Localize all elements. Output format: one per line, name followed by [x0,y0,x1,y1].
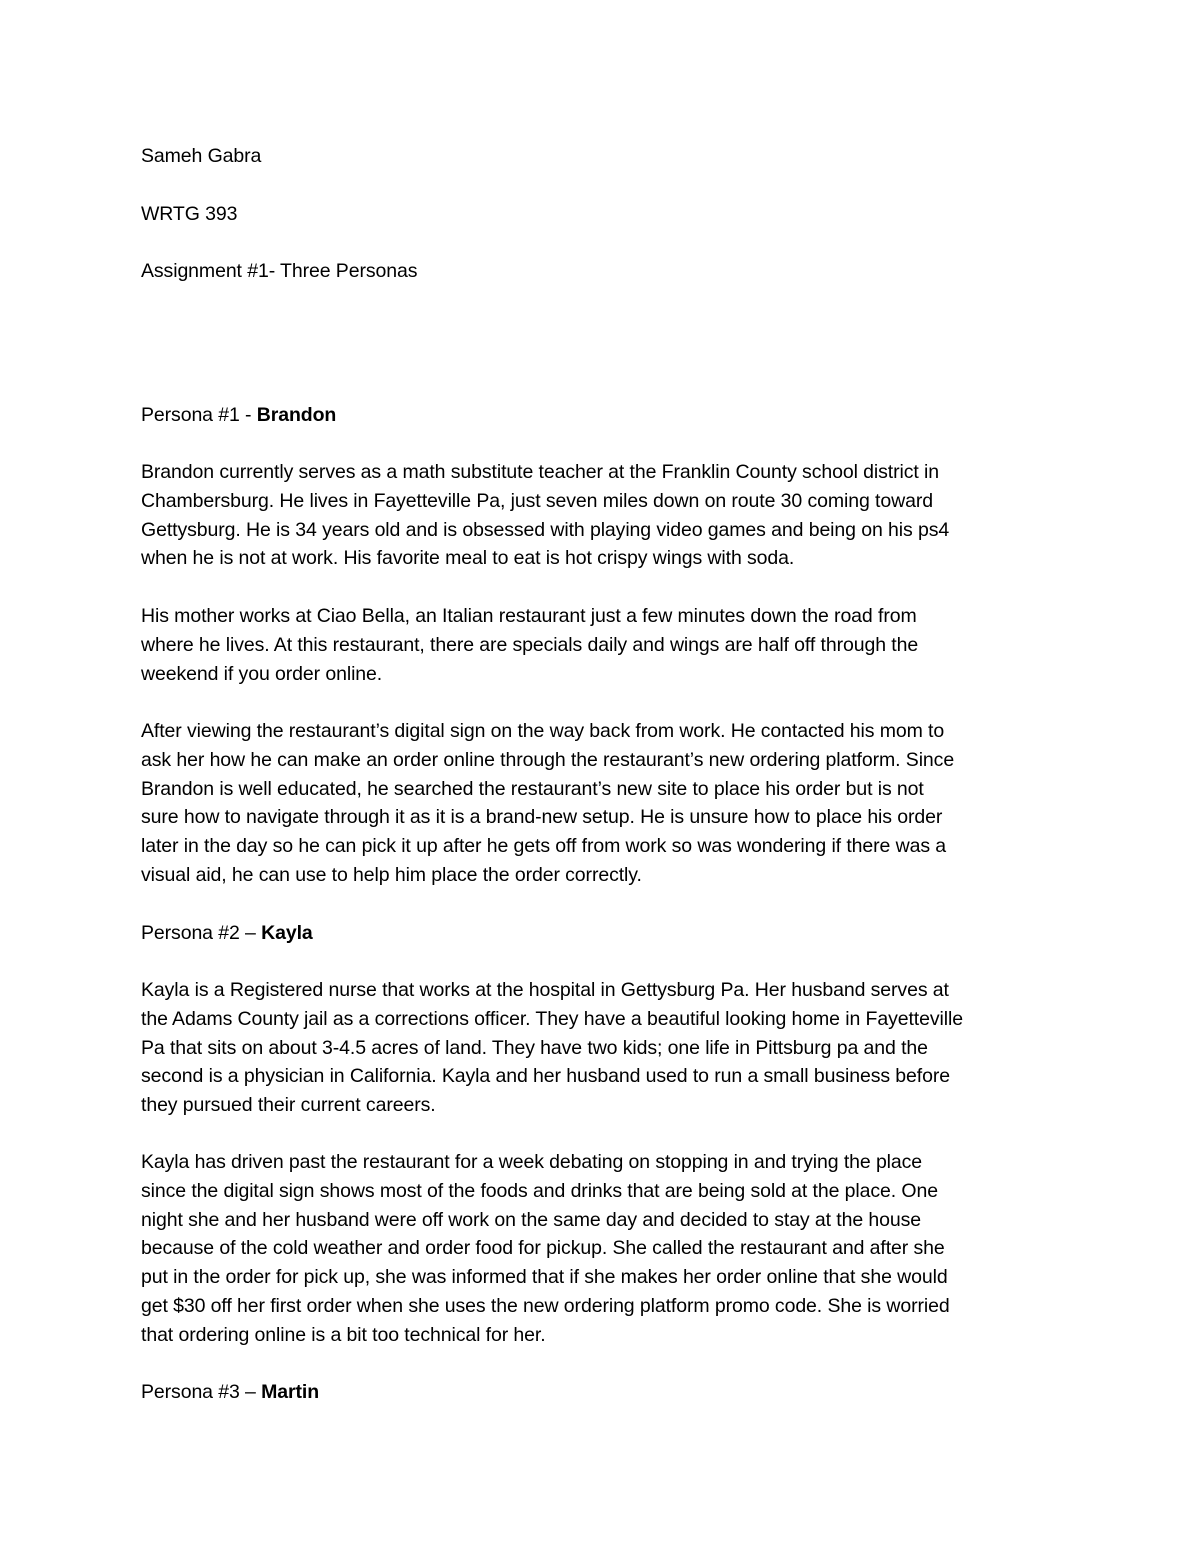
persona-1-paragraph-2 [141,602,1071,688]
persona-3-heading-prefix: Persona #3 – [141,1381,262,1403]
paragraph-line: sure how to navigate through it as it is a brand-new setup. He is unsure how to place his order [141,806,943,829]
paragraph-line: they pursued their current careers. [141,1094,436,1116]
paragraph-line: His mother works at Ciao Bella, an Italian restaurant just a few minutes down the road from [141,605,917,627]
persona-1-name: Brandon [256,404,337,426]
persona-2-heading-prefix: Persona #2 – [141,922,262,944]
persona-3-heading [141,1378,319,1407]
paragraph-line: where he lives. At this restaurant, there are specials daily and wings are half off through the [141,633,919,656]
paragraph-line: second is a physician in California. Kayla and her husband used to run a small business before [141,1065,951,1088]
paragraph-line: Kayla is a Registered nurse that works at the hospital in Gettysburg Pa. Her husband serves at [141,979,949,1001]
persona-2-paragraph-1 [141,976,1071,1120]
paragraph-line: that ordering online is a bit too technical for her. [141,1323,546,1346]
author-name: Sameh Gabra [141,145,262,167]
persona-2-paragraph-2 [141,1148,1071,1349]
paragraph-line: the Adams County jail as a corrections officer. They have a beautiful looking home in Fayetteville [141,1007,963,1030]
paragraph-line: put in the order for pick up, she was informed that if she makes her order online that she would [141,1266,948,1288]
paragraph-line: since the digital sign shows most of the foods and drinks that are being sold at the place. One [141,1179,938,1202]
paragraph-line: ask her how he can make an order online through the restaurant’s new ordering platform. Since [141,748,955,771]
paragraph-line: Kayla has driven past the restaurant for a week debating on stopping in and trying the place [141,1151,923,1173]
paragraph-line: because of the cold weather and order food for pickup. She called the restaurant and after she [141,1237,945,1260]
paragraph-line: Gettysburg. He is 34 years old and is obsessed with playing video games and being on his ps4 [141,518,950,541]
persona-1-paragraph-1 [141,458,1071,573]
persona-1-heading [141,401,336,430]
paragraph-line: After viewing the restaurant’s digital sign on the way back from work. He contacted his mom to [141,720,945,742]
paragraph-line: Brandon is well educated, he searched the restaurant’s new site to place his order but is not [141,777,924,800]
paragraph-line: Chambersburg. He lives in Fayetteville Pa, just seven miles down on route 30 coming toward [141,489,933,512]
persona-3-name: Martin [261,1381,320,1403]
persona-1-paragraph-3 [141,717,1071,890]
paragraph-line: later in the day so he can pick it up after he gets off from work so was wondering if there was a [141,835,947,857]
paragraph-line: get $30 off her first order when she uses the new ordering platform promo code. She is worried [141,1294,950,1317]
paragraph-line: when he is not at work. His favorite meal to eat is hot crispy wings with soda. [141,547,795,570]
persona-1-heading-prefix: Persona #1 - [141,404,257,426]
paragraph-line: weekend if you order online. [141,662,383,685]
persona-2-name: Kayla [261,922,313,944]
persona-2-heading [141,919,313,948]
course-code: WRTG 393 [141,203,238,225]
paragraph-line: Pa that sits on about 3-4.5 acres of land. They have two kids; one life in Pittsburg pa and the [141,1036,928,1059]
paragraph-line: night she and her husband were off work on the same day and decided to stay at the house [141,1208,922,1231]
paragraph-line: visual aid, he can use to help him place the order correctly. [141,863,642,886]
assignment-title: Assignment #1- Three Personas [141,260,418,282]
paragraph-line: Brandon currently serves as a math substitute teacher at the Franklin County school district in [141,461,939,483]
